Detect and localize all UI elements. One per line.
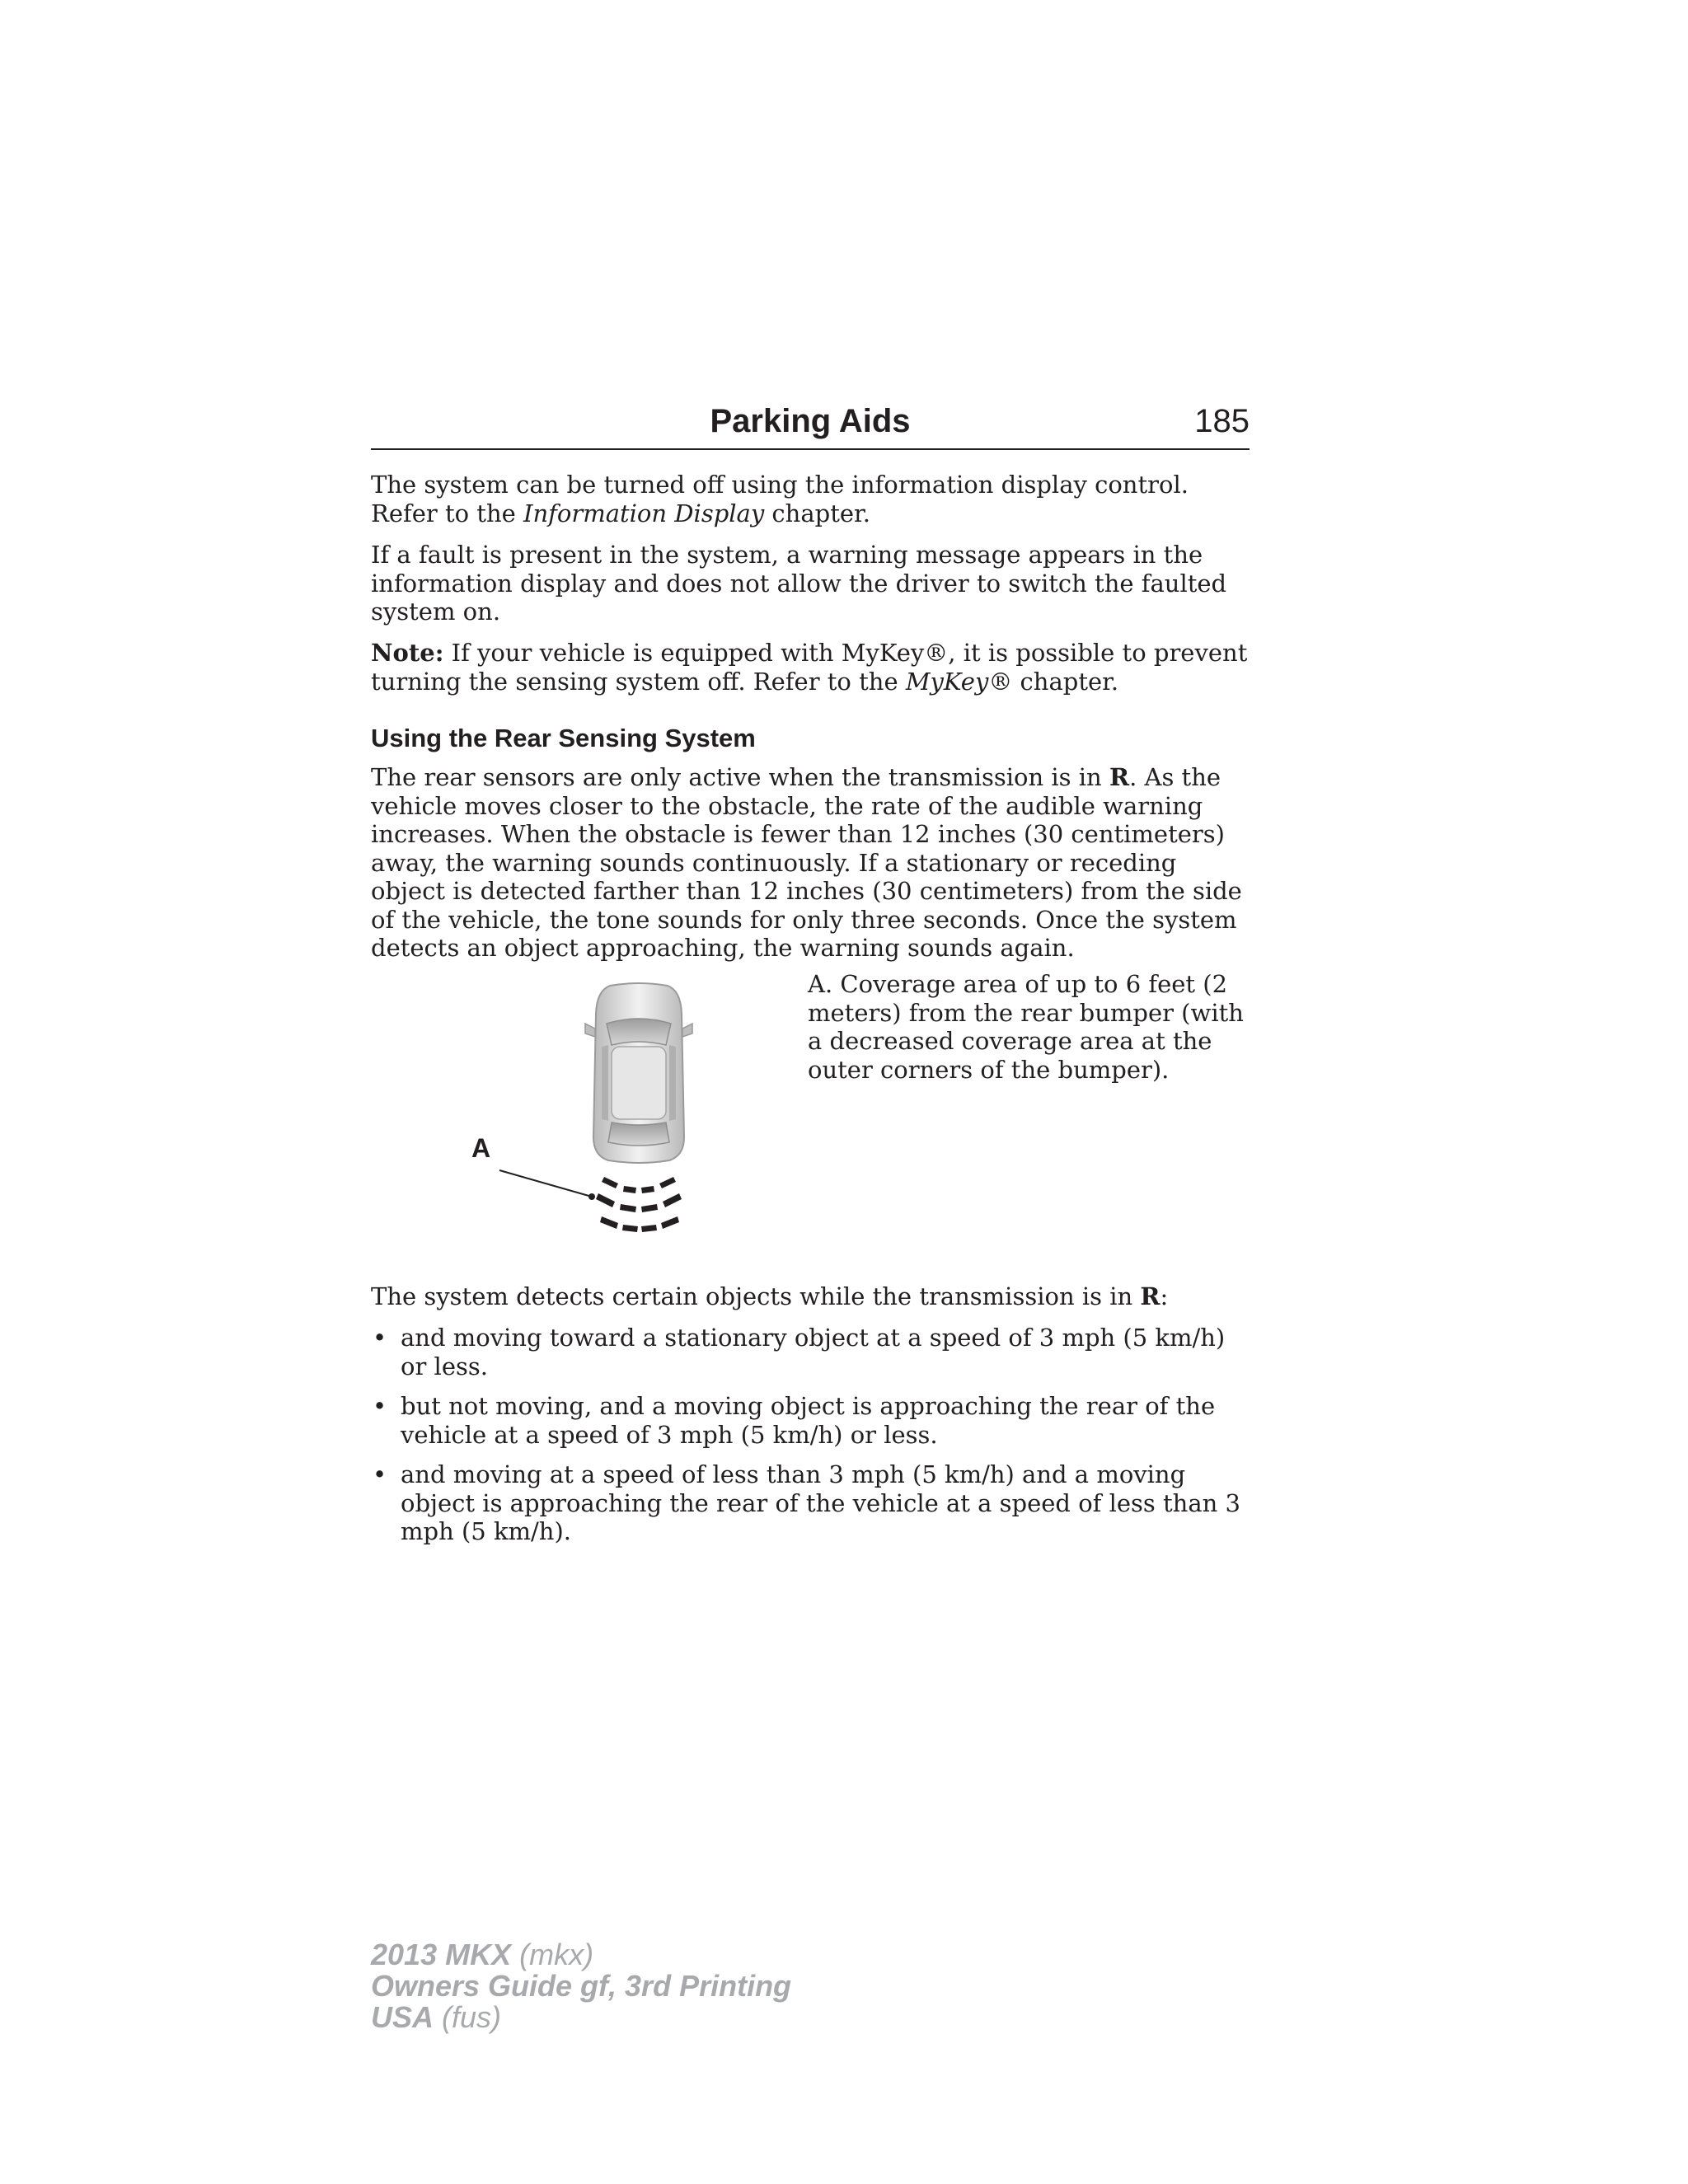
mykey-reference: MyKey®	[905, 667, 1013, 696]
bullet-icon: •	[373, 1324, 387, 1352]
footer-guide-line: Owners Guide gf, 3rd Printing	[371, 1969, 792, 2003]
paragraph-fault: If a fault is present in the system, a warning message appears in the information display and does not allow the driver to switch the faulted system on.	[371, 541, 1227, 626]
detection-conditions-list	[371, 1324, 1250, 1558]
callout-leader-line	[499, 1170, 592, 1197]
rear-sensing-diagram	[453, 981, 799, 1244]
paragraph-note: Note: If your vehicle is equipped with MyKey®, it is possible to prevent turning the sensing system off. Refer to the MyKey® chapter.	[371, 639, 1248, 696]
sensor-coverage-waves	[596, 1177, 682, 1232]
page-footer	[371, 1939, 791, 2033]
gear-r-label: R	[1109, 763, 1130, 791]
list-item: • and moving toward a stationary object at a speed of 3 mph (5 km/h) or less.	[373, 1324, 1226, 1380]
section-heading: Using the Rear Sensing System	[371, 724, 756, 752]
paragraph-rear-sensors: The rear sensors are only active when the transmission is in R. As the vehicle moves closer to the obstacle, the rate of the audible warning increases. When the obstacle is fewer than 12 inches (30 centimeters) away, the warning sounds continuously. If a stationary or receding object is detected farther than 12 inches (30 centimeters) from the side of the vehicle, the tone sounds for only three seconds. Once the system detects an object approaching, the warning sounds again.	[371, 763, 1242, 962]
manual-page	[371, 0, 1250, 2184]
footer-model-line: 2013 MKX (mkx)	[371, 1938, 594, 1971]
page-title: Parking Aids	[710, 403, 911, 439]
page-number: 185	[1194, 403, 1250, 439]
info-display-reference: Information Display	[523, 499, 765, 527]
callout-label-a: A	[471, 1133, 491, 1163]
list-item: • but not moving, and a moving object is approaching the rear of the vehicle at a speed of 3 mph (5 km/h) or less.	[373, 1392, 1216, 1449]
paragraph-turn-off: The system can be turned off using the information display control. Refer to the Information Display chapter.	[371, 471, 1189, 527]
note-label: Note:	[371, 639, 444, 667]
gear-r-label-2: R	[1140, 1282, 1160, 1310]
figure-caption: A. Coverage area of up to 6 feet (2 meters) from the rear bumper (with a decreased coverage area at the outer corners of the bumper).	[808, 970, 1244, 1084]
car-icon	[585, 983, 692, 1163]
callout-dot	[588, 1193, 595, 1200]
car-top-view-illustration	[453, 981, 799, 1244]
bullet-icon: •	[373, 1392, 387, 1420]
bullet-icon: •	[373, 1460, 387, 1488]
paragraph-detects: The system detects certain objects while the transmission is in R:	[371, 1282, 1169, 1310]
page-header	[371, 399, 1250, 450]
footer-market-line: USA (fus)	[371, 2000, 502, 2034]
list-item: • and moving at a speed of less than 3 mph (5 km/h) and a moving object is approaching the rear of the vehicle at a speed of less than 3 mph (5 km/h).	[373, 1460, 1240, 1545]
